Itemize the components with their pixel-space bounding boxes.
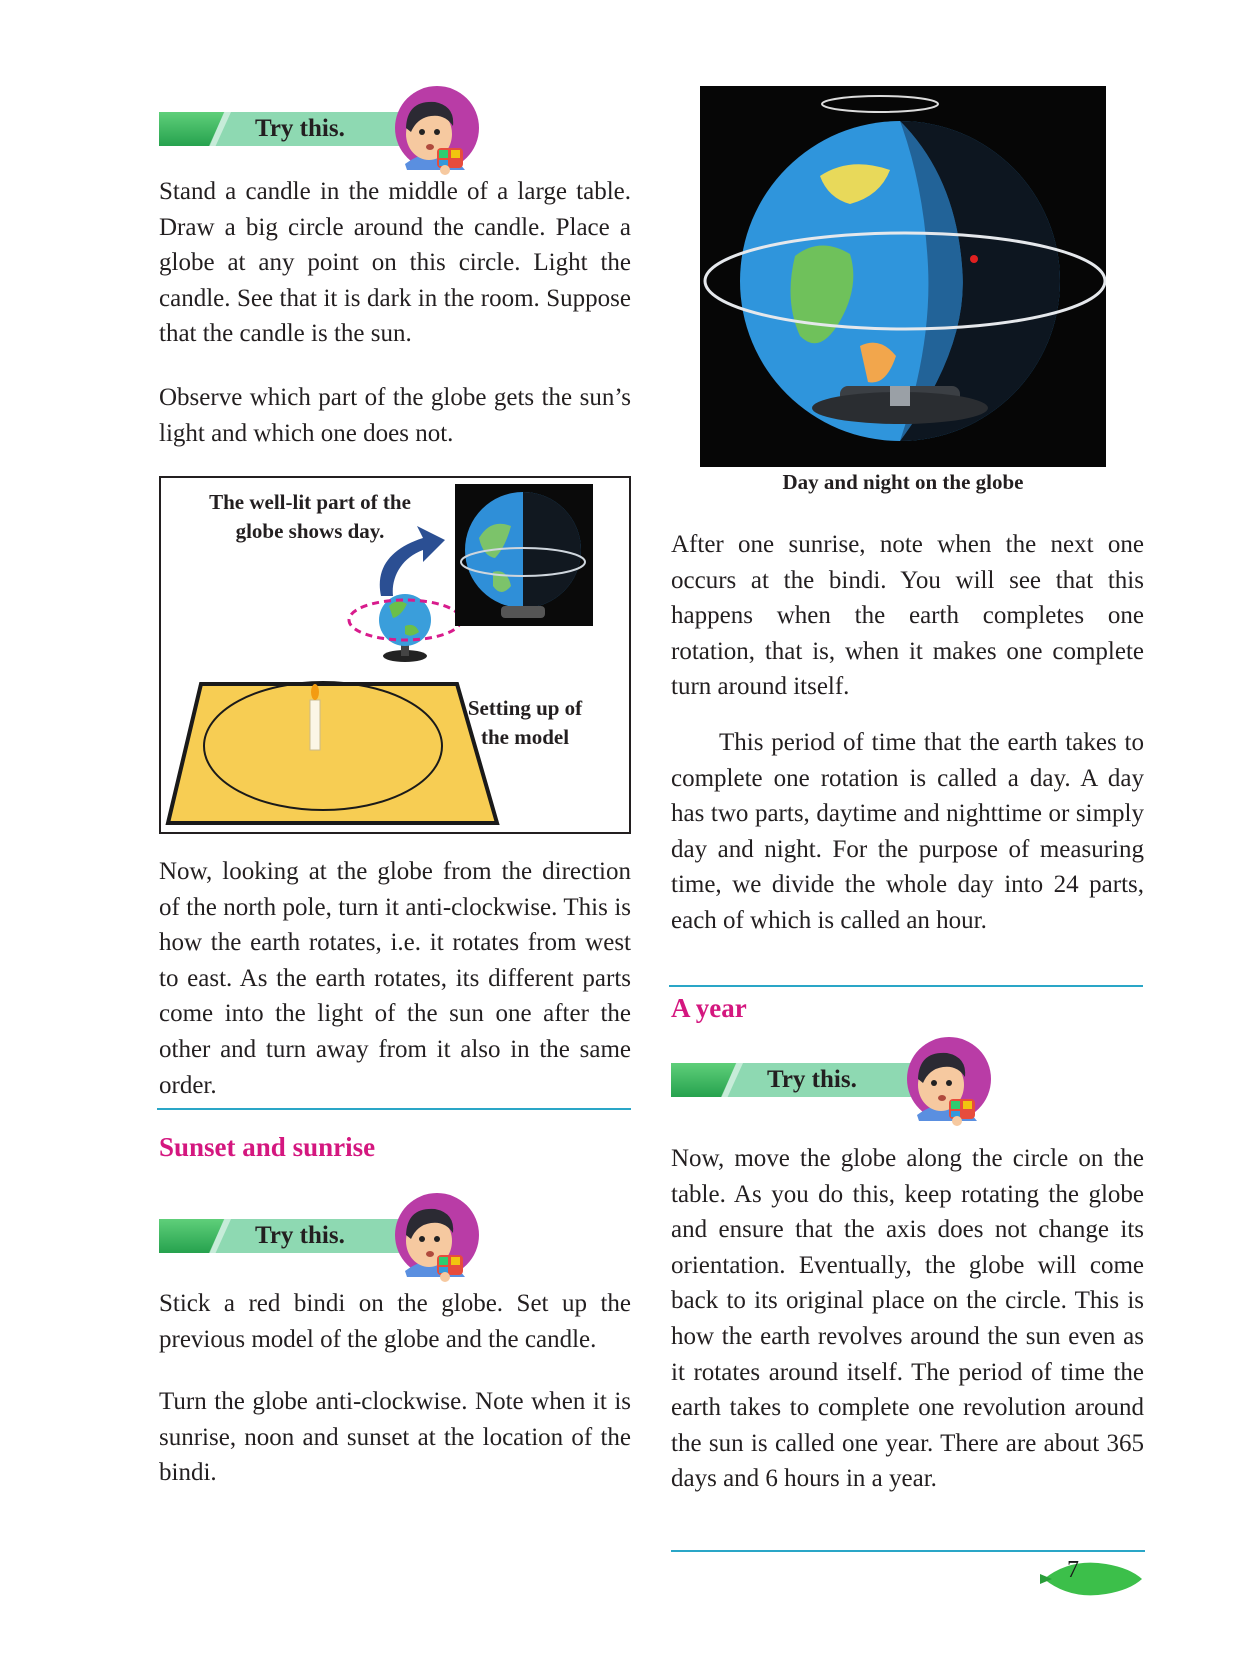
try-this-banner <box>159 86 479 176</box>
page-number: 7 <box>1067 1557 1079 1583</box>
right-paragraph-1: After one sunrise, note when the next one occurs at the bindi. You will see that this happens when the earth completes one rotation, that is, when it makes one complete turn around itself. <box>671 531 1144 701</box>
left-paragraph-5: Turn the globe anti-clockwise. Note when it is sunrise, noon and sunset at the location of the bindi. <box>159 1388 631 1487</box>
footer-divider <box>671 1550 1145 1552</box>
candle-flame <box>311 684 319 700</box>
bindi-dot <box>970 255 978 263</box>
left-paragraph-1: Stand a candle in the middle of a large table. Draw a big circle around the candle. Place a globe at any point on this circle. Light the candle. See that it is dark in the room. Suppose that the candle is the sun. <box>159 178 631 348</box>
section-divider <box>669 985 1143 987</box>
section-divider <box>157 1108 631 1110</box>
figure-label-model: Setting up of the model <box>467 696 583 749</box>
try-this-banner <box>671 1037 991 1127</box>
section-heading-sunset-sunrise: Sunset and sunrise <box>159 1132 376 1162</box>
left-paragraph-4: Stick a red bindi on the globe. Set up the previous model of the globe and the candle. <box>159 1290 631 1353</box>
boy-mascot-icon <box>907 1037 999 1129</box>
section-heading-a-year: A year <box>671 993 747 1023</box>
figure-label-day: The well-lit part of the globe shows day. <box>209 490 411 543</box>
model-figure <box>159 476 631 834</box>
globe-illustration <box>700 86 1106 467</box>
table-surface <box>168 684 497 823</box>
photo-caption: Day and night on the globe <box>782 470 1024 494</box>
try-this-banner <box>159 1193 479 1283</box>
right-paragraph-2: This period of time that the earth takes to complete one rotation is called a day. A day has two parts, daytime and nighttime or simply day and night. For the purpose of measuring time, we divide the whole day into 24 parts, each of which is called an hour. <box>671 729 1144 934</box>
day-night-globe-photo <box>700 86 1106 467</box>
left-paragraph-3: Now, looking at the globe from the direction of the north pole, turn it anti-clockwise. This is how the earth rotates, i.e. it rotates from west to east. As the earth rotates, its different parts come into the light of the sun one after the other and turn away from it also in the same order. <box>159 858 631 1099</box>
left-paragraph-2: Observe which part of the globe gets the sun’s light and which one does not. <box>159 384 631 447</box>
candle <box>310 700 320 750</box>
try-this-label: Try this. <box>767 1066 857 1093</box>
boy-mascot-icon <box>395 1193 487 1285</box>
boy-mascot-icon <box>395 86 487 178</box>
right-paragraph-3: Now, move the globe along the circle on the table. As you do this, keep rotating the globe and ensure that the axis does not change its orientation. Eventually, the globe will come back to its original place on the circle. This is how the earth revolves around the sun even as it rotates around itself. The period of time the earth takes to complete one revolution around the sun is called one year. There are about 365 days and 6 hours in a year. <box>671 1145 1144 1493</box>
try-this-label: Try this. <box>255 1222 345 1249</box>
try-this-label: Try this. <box>255 115 345 142</box>
